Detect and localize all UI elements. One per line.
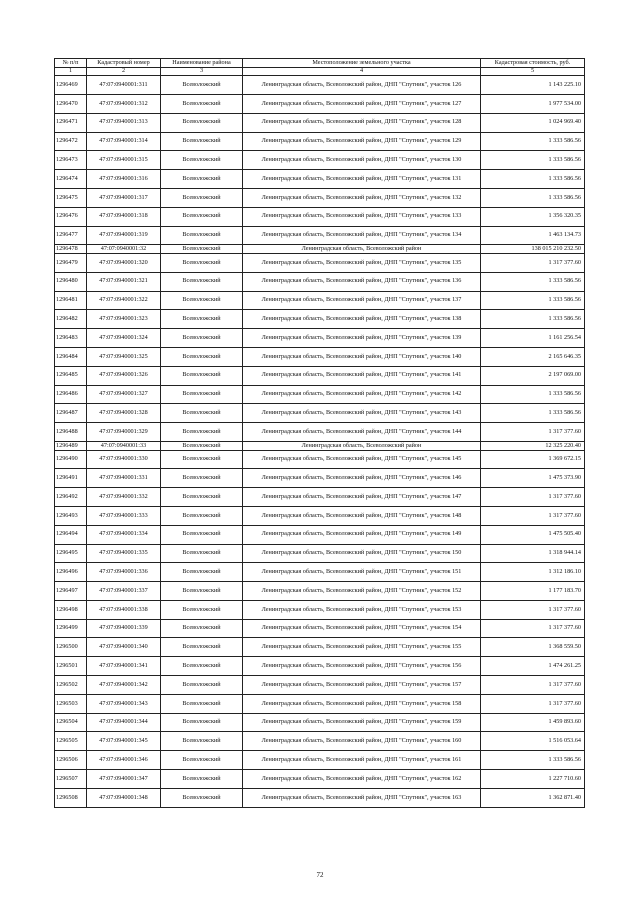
table-row [55,329,585,348]
row-id-cell: 1296488 [55,423,87,442]
district-cell: Всеволожский [161,563,243,582]
district-cell: Всеволожский [161,113,243,132]
row-id-cell: 1296498 [55,600,87,619]
location-cell: Ленинградская область, Всеволожский район, ДНП "Спутник", участок 139 [243,329,481,348]
location-cell: Ленинградская область, Всеволожский район, ДНП "Спутник", участок 135 [243,253,481,272]
cadastral-number-cell: 47:07:0940001:324 [87,329,161,348]
cadastral-number-cell: 47:07:0940001:326 [87,366,161,385]
cadastral-number-cell: 47:07:0940001:321 [87,272,161,291]
cadastral-table-container [54,58,584,808]
location-cell: Ленинградская область, Всеволожский район, ДНП "Спутник", участок 160 [243,732,481,751]
district-cell: Всеволожский [161,253,243,272]
cadastral-value-cell: 1 317 377.60 [481,600,585,619]
table-row [55,347,585,366]
cadastral-number-cell: 47:07:0940001:33 [87,441,161,450]
cadastral-value-cell: 1 177 183.70 [481,582,585,601]
table-row [55,751,585,770]
location-cell: Ленинградская область, Всеволожский район, ДНП "Спутник", участок 142 [243,385,481,404]
location-cell: Ленинградская область, Всеволожский район, ДНП "Спутник", участок 149 [243,525,481,544]
cadastral-value-cell: 1 333 586.56 [481,132,585,151]
row-id-cell: 1296487 [55,404,87,423]
district-cell: Всеволожский [161,76,243,95]
table-row [55,310,585,329]
location-cell: Ленинградская область, Всеволожский район, ДНП "Спутник", участок 156 [243,657,481,676]
table-row [55,582,585,601]
table-row [55,563,585,582]
cadastral-number-cell: 47:07:0940001:322 [87,291,161,310]
row-id-cell: 1296502 [55,676,87,695]
column-numbers-row [55,67,585,76]
cadastral-value-cell: 1 333 586.56 [481,151,585,170]
table-row [55,151,585,170]
cadastral-number-cell: 47:07:0940001:314 [87,132,161,151]
location-cell: Ленинградская область, Всеволожский район, ДНП "Спутник", участок 126 [243,76,481,95]
row-id-cell: 1296481 [55,291,87,310]
row-id-cell: 1296482 [55,310,87,329]
row-id-cell: 1296485 [55,366,87,385]
location-cell: Ленинградская область, Всеволожский район, ДНП "Спутник", участок 161 [243,751,481,770]
cadastral-value-cell: 2 197 069.00 [481,366,585,385]
district-cell: Всеволожский [161,423,243,442]
row-id-cell: 1296475 [55,188,87,207]
district-cell: Всеволожский [161,469,243,488]
cadastral-number-cell: 47:07:0940001:334 [87,525,161,544]
cadastral-value-cell: 1 024 969.40 [481,113,585,132]
district-cell: Всеволожский [161,366,243,385]
row-id-cell: 1296484 [55,347,87,366]
table-row [55,469,585,488]
row-id-cell: 1296491 [55,469,87,488]
district-cell: Всеволожский [161,170,243,189]
row-id-cell: 1296470 [55,94,87,113]
row-id-cell: 1296495 [55,544,87,563]
location-cell: Ленинградская область, Всеволожский район, ДНП "Спутник", участок 147 [243,488,481,507]
cadastral-number-cell: 47:07:0940001:329 [87,423,161,442]
column-number-5: 5 [481,67,585,76]
location-cell: Ленинградская область, Всеволожский район, ДНП "Спутник", участок 132 [243,188,481,207]
district-cell: Всеволожский [161,488,243,507]
table-row [55,600,585,619]
row-id-cell: 1296492 [55,488,87,507]
row-id-cell: 1296500 [55,638,87,657]
location-cell: Ленинградская область, Всеволожский район, ДНП "Спутник", участок 141 [243,366,481,385]
row-id-cell: 1296469 [55,76,87,95]
district-cell: Всеволожский [161,310,243,329]
row-id-cell: 1296471 [55,113,87,132]
district-cell: Всеволожский [161,207,243,226]
location-cell: Ленинградская область, Всеволожский район, ДНП "Спутник", участок 129 [243,132,481,151]
district-cell: Всеволожский [161,713,243,732]
cadastral-value-cell: 1 333 586.56 [481,751,585,770]
table-row [55,488,585,507]
cadastral-number-cell: 47:07:0940001:338 [87,600,161,619]
cadastral-value-cell: 1 317 377.60 [481,694,585,713]
district-cell: Всеволожский [161,245,243,254]
cadastral-value-cell: 1 977 534.00 [481,94,585,113]
district-cell: Всеволожский [161,619,243,638]
row-id-cell: 1296474 [55,170,87,189]
location-cell: Ленинградская область, Всеволожский район, ДНП "Спутник", участок 153 [243,600,481,619]
cadastral-value-cell: 1 317 377.60 [481,488,585,507]
cadastral-value-cell: 1 333 586.56 [481,272,585,291]
cadastral-value-cell: 1 317 377.60 [481,423,585,442]
header-row [55,59,585,68]
location-cell: Ленинградская область, Всеволожский район, ДНП "Спутник", участок 127 [243,94,481,113]
location-cell: Ленинградская область, Всеволожский район, ДНП "Спутник", участок 136 [243,272,481,291]
table-row [55,657,585,676]
table-row [55,188,585,207]
cadastral-value-cell: 1 474 261.25 [481,657,585,676]
row-id-cell: 1296472 [55,132,87,151]
cadastral-value-cell: 1 333 586.56 [481,310,585,329]
row-id-cell: 1296483 [55,329,87,348]
table-row [55,385,585,404]
cadastral-number-cell: 47:07:0940001:343 [87,694,161,713]
table-row [55,170,585,189]
cadastral-value-cell: 1 317 377.60 [481,619,585,638]
table-row [55,525,585,544]
cadastral-value-cell: 1 317 377.60 [481,676,585,695]
header-cadastral-value: Кадастровая стоимость, руб. [481,59,585,68]
cadastral-value-cell: 1 318 944.14 [481,544,585,563]
cadastral-value-cell: 1 463 134.73 [481,226,585,245]
table-row [55,770,585,789]
table-row [55,272,585,291]
district-cell: Всеволожский [161,751,243,770]
cadastral-value-cell: 1 317 377.60 [481,506,585,525]
location-cell: Ленинградская область, Всеволожский район, ДНП "Спутник", участок 146 [243,469,481,488]
location-cell: Ленинградская область, Всеволожский район, ДНП "Спутник", участок 148 [243,506,481,525]
district-cell: Всеволожский [161,226,243,245]
location-cell: Ленинградская область, Всеволожский район, ДНП "Спутник", участок 143 [243,404,481,423]
header-location: Местоположение земельного участка [243,59,481,68]
table-row [55,694,585,713]
cadastral-value-cell: 1 368 559.50 [481,638,585,657]
cadastral-value-cell: 12 325 220.40 [481,441,585,450]
table-row [55,544,585,563]
table-row [55,207,585,226]
cadastral-value-cell: 1 516 053.64 [481,732,585,751]
location-cell: Ленинградская область, Всеволожский район, ДНП "Спутник", участок 152 [243,582,481,601]
cadastral-number-cell: 47:07:0940001:327 [87,385,161,404]
header-district-name: Наименование района [161,59,243,68]
table-row [55,94,585,113]
table-row [55,245,585,254]
cadastral-value-cell: 1 362 871.40 [481,788,585,807]
location-cell: Ленинградская область, Всеволожский район, ДНП "Спутник", участок 133 [243,207,481,226]
cadastral-number-cell: 47:07:0940001:317 [87,188,161,207]
column-number-1: 1 [55,67,87,76]
column-number-2: 2 [87,67,161,76]
cadastral-number-cell: 47:07:0940001:331 [87,469,161,488]
location-cell: Ленинградская область, Всеволожский район, ДНП "Спутник", участок 137 [243,291,481,310]
table-row [55,132,585,151]
district-cell: Всеволожский [161,441,243,450]
row-id-cell: 1296497 [55,582,87,601]
table-row [55,619,585,638]
row-id-cell: 1296490 [55,450,87,469]
header-cadastral-number: Кадастровый номер [87,59,161,68]
location-cell: Ленинградская область, Всеволожский район, ДНП "Спутник", участок 145 [243,450,481,469]
district-cell: Всеволожский [161,525,243,544]
cadastral-number-cell: 47:07:0940001:315 [87,151,161,170]
district-cell: Всеволожский [161,788,243,807]
row-id-cell: 1296494 [55,525,87,544]
location-cell: Ленинградская область, Всеволожский район, ДНП "Спутник", участок 130 [243,151,481,170]
location-cell: Ленинградская область, Всеволожский район, ДНП "Спутник", участок 134 [243,226,481,245]
district-cell: Всеволожский [161,732,243,751]
location-cell: Ленинградская область, Всеволожский район, ДНП "Спутник", участок 159 [243,713,481,732]
district-cell: Всеволожский [161,600,243,619]
district-cell: Всеволожский [161,404,243,423]
location-cell: Ленинградская область, Всеволожский район, ДНП "Спутник", участок 131 [243,170,481,189]
table-row [55,450,585,469]
cadastral-number-cell: 47:07:0940001:346 [87,751,161,770]
row-id-cell: 1296507 [55,770,87,789]
table-row [55,506,585,525]
district-cell: Всеволожский [161,291,243,310]
location-cell: Ленинградская область, Всеволожский район, ДНП "Спутник", участок 158 [243,694,481,713]
cadastral-number-cell: 47:07:0940001:312 [87,94,161,113]
cadastral-number-cell: 47:07:0940001:335 [87,544,161,563]
location-cell: Ленинградская область, Всеволожский район, ДНП "Спутник", участок 128 [243,113,481,132]
district-cell: Всеволожский [161,132,243,151]
cadastral-value-cell: 1 333 586.56 [481,385,585,404]
cadastral-value-cell: 1 333 586.56 [481,170,585,189]
table-row [55,226,585,245]
cadastral-number-cell: 47:07:0940001:341 [87,657,161,676]
location-cell: Ленинградская область, Всеволожский район, ДНП "Спутник", участок 144 [243,423,481,442]
row-id-cell: 1296496 [55,563,87,582]
header-row-number: № п/п [55,59,87,68]
location-cell: Ленинградская область, Всеволожский район, ДНП "Спутник", участок 162 [243,770,481,789]
district-cell: Всеволожский [161,347,243,366]
row-id-cell: 1296478 [55,245,87,254]
page-number: 72 [316,871,324,879]
table-row [55,638,585,657]
table-row [55,404,585,423]
cadastral-number-cell: 47:07:0940001:340 [87,638,161,657]
location-cell: Ленинградская область, Всеволожский район, ДНП "Спутник", участок 155 [243,638,481,657]
district-cell: Всеволожский [161,94,243,113]
cadastral-number-cell: 47:07:0940001:319 [87,226,161,245]
district-cell: Всеволожский [161,770,243,789]
cadastral-value-cell: 1 369 672.15 [481,450,585,469]
cadastral-number-cell: 47:07:0940001:336 [87,563,161,582]
location-cell: Ленинградская область, Всеволожский район, ДНП "Спутник", участок 154 [243,619,481,638]
district-cell: Всеволожский [161,450,243,469]
row-id-cell: 1296499 [55,619,87,638]
cadastral-number-cell: 47:07:0940001:316 [87,170,161,189]
district-cell: Всеволожский [161,151,243,170]
table-row [55,423,585,442]
cadastral-number-cell: 47:07:0940001:330 [87,450,161,469]
table-row [55,732,585,751]
row-id-cell: 1296486 [55,385,87,404]
cadastral-number-cell: 47:07:0940001:344 [87,713,161,732]
cadastral-value-cell: 1 333 586.56 [481,188,585,207]
row-id-cell: 1296489 [55,441,87,450]
location-cell: Ленинградская область, Всеволожский район, ДНП "Спутник", участок 157 [243,676,481,695]
row-id-cell: 1296501 [55,657,87,676]
cadastral-value-cell: 1 475 373.90 [481,469,585,488]
row-id-cell: 1296476 [55,207,87,226]
cadastral-value-cell: 1 317 377.60 [481,253,585,272]
district-cell: Всеволожский [161,385,243,404]
cadastral-number-cell: 47:07:0940001:320 [87,253,161,272]
table-header [55,59,585,76]
cadastral-number-cell: 47:07:0940001:325 [87,347,161,366]
cadastral-number-cell: 47:07:0940001:313 [87,113,161,132]
cadastral-value-cell: 1 333 586.56 [481,404,585,423]
location-cell: Ленинградская область, Всеволожский район, ДНП "Спутник", участок 138 [243,310,481,329]
location-cell: Ленинградская область, Всеволожский район [243,441,481,450]
row-id-cell: 1296480 [55,272,87,291]
district-cell: Всеволожский [161,657,243,676]
column-number-3: 3 [161,67,243,76]
table-row [55,713,585,732]
location-cell: Ленинградская область, Всеволожский район [243,245,481,254]
column-number-4: 4 [243,67,481,76]
cadastral-number-cell: 47:07:0940001:311 [87,76,161,95]
row-id-cell: 1296506 [55,751,87,770]
district-cell: Всеволожский [161,506,243,525]
cadastral-value-cell: 1 227 710.60 [481,770,585,789]
cadastral-number-cell: 47:07:0940001:32 [87,245,161,254]
row-id-cell: 1296505 [55,732,87,751]
district-cell: Всеволожский [161,329,243,348]
cadastral-number-cell: 47:07:0940001:345 [87,732,161,751]
cadastral-value-cell: 138 015 210 232.50 [481,245,585,254]
cadastral-number-cell: 47:07:0940001:347 [87,770,161,789]
table-row [55,76,585,95]
cadastral-number-cell: 47:07:0940001:328 [87,404,161,423]
location-cell: Ленинградская область, Всеволожский район, ДНП "Спутник", участок 151 [243,563,481,582]
district-cell: Всеволожский [161,638,243,657]
cadastral-number-cell: 47:07:0940001:339 [87,619,161,638]
row-id-cell: 1296508 [55,788,87,807]
cadastral-number-cell: 47:07:0940001:333 [87,506,161,525]
table-body [55,76,585,807]
table-row [55,291,585,310]
location-cell: Ленинградская область, Всеволожский район, ДНП "Спутник", участок 140 [243,347,481,366]
district-cell: Всеволожский [161,676,243,695]
row-id-cell: 1296473 [55,151,87,170]
row-id-cell: 1296503 [55,694,87,713]
cadastral-number-cell: 47:07:0940001:342 [87,676,161,695]
cadastral-value-cell: 2 165 646.35 [481,347,585,366]
cadastral-value-cell: 1 356 320.35 [481,207,585,226]
district-cell: Всеволожский [161,582,243,601]
cadastral-number-cell: 47:07:0940001:323 [87,310,161,329]
cadastral-number-cell: 47:07:0940001:332 [87,488,161,507]
table-row [55,366,585,385]
location-cell: Ленинградская область, Всеволожский район, ДНП "Спутник", участок 150 [243,544,481,563]
table-row [55,253,585,272]
district-cell: Всеволожский [161,544,243,563]
row-id-cell: 1296493 [55,506,87,525]
cadastral-value-cell: 1 143 225.10 [481,76,585,95]
row-id-cell: 1296479 [55,253,87,272]
table-row [55,113,585,132]
row-id-cell: 1296477 [55,226,87,245]
cadastral-value-cell: 1 459 893.60 [481,713,585,732]
location-cell: Ленинградская область, Всеволожский район, ДНП "Спутник", участок 163 [243,788,481,807]
district-cell: Всеволожский [161,694,243,713]
table-row [55,676,585,695]
table-row [55,788,585,807]
table-row [55,441,585,450]
cadastral-value-cell: 1 333 586.56 [481,291,585,310]
cadastral-number-cell: 47:07:0940001:348 [87,788,161,807]
cadastral-value-cell: 1 312 186.10 [481,563,585,582]
cadastral-number-cell: 47:07:0940001:337 [87,582,161,601]
cadastral-value-cell: 1 475 505.40 [481,525,585,544]
district-cell: Всеволожский [161,272,243,291]
cadastral-value-cell: 1 161 256.54 [481,329,585,348]
district-cell: Всеволожский [161,188,243,207]
row-id-cell: 1296504 [55,713,87,732]
cadastral-table [54,58,585,808]
cadastral-number-cell: 47:07:0940001:318 [87,207,161,226]
